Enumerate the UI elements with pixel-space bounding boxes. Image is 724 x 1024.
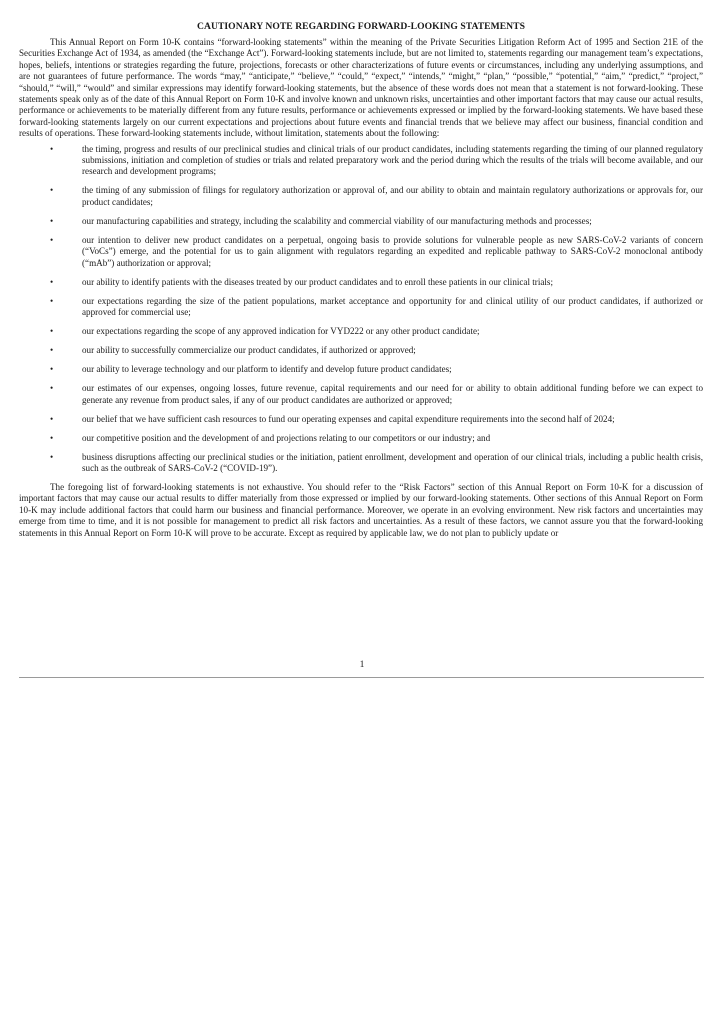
- bullet-icon: •: [50, 345, 54, 356]
- list-item-text: our manufacturing capabilities and strategy, including the scalability and commercial viability of our manufacturing methods and processes;: [82, 215, 592, 226]
- bullet-icon: •: [50, 185, 54, 196]
- list-item: [19, 326, 703, 337]
- bullet-icon: •: [50, 234, 54, 245]
- page-divider: [19, 677, 704, 678]
- bullet-icon: •: [50, 364, 54, 375]
- closing-paragraph: The foregoing list of forward-looking statements is not exhaustive. You should refer to the “Risk Factors” section of this Annual Report on Form 10-K for a discussion of important factors that may cause our actual results to differ materially from those expressed or implied by our forward-looking statements. Other sections of this Annual Report on Form 10-K may include additional factors that could harm our business and financial performance. Moreover, we operate in an evolving environment. New risk factors and uncertainties may emerge from time to time, and it is not possible for management to predict all risk factors and uncertainties. As a result of these factors, we cannot assure you that the forward-looking statements in this Annual Report on Form 10-K will prove to be accurate. Except as required by applicable law, we do not plan to publicly update or: [19, 481, 703, 538]
- page-number: 1: [359, 659, 365, 670]
- bullet-icon: •: [50, 413, 54, 424]
- list-item-text: the timing, progress and results of our preclinical studies and clinical trials of our product candidates, including statements regarding the timing of our planned regulatory submissions, initiation and completion of studies or trials and related preparatory work and the period during which the results of the trials will become available, and our research and development programs;: [82, 143, 703, 177]
- list-item: [19, 414, 703, 425]
- list-item-text: our expectations regarding the scope of any approved indication for VYD222 or any other product candidate;: [82, 326, 480, 337]
- list-item: [19, 216, 703, 227]
- intro-paragraph: This Annual Report on Form 10-K contains “forward-looking statements” within the meaning of the Private Securities Litigation Reform Act of 1995 and Section 21E of the Securities Exchange Act of 1934, as amended (the “Exchange Act”). Forward-looking statements include, but are not limited to, statements regarding our management team’s expectations, hopes, beliefs, intentions or strategies regarding the future, projections, forecasts or other characterizations of future events or circumstances, including any underlying assumptions, and are not guarantees of future performance. The words “may,” “anticipate,” “believe,” “could,” “expect,” “intends,” “might,” “plan,” “possible,” “potential,” “aim,” “predict,” “project,” “should,” “will,” “would” and similar expressions may identify forward-looking statements, but the absence of these words does not mean that a statement is not forward-looking. These statements speak only as of the date of this Annual Report on Form 10-K and involve known and unknown risks, uncertainties and other important factors that may cause our actual results, performance or achievements to be materially different from any future results, performance or achievements expressed or implied by the forward-looking statements. We have based these forward-looking statements largely on our current expectations and projections about future events and financial trends that we believe may affect our business, financial condition and results of operations. These forward-looking statements include, without limitation, statements about the following:: [19, 37, 703, 139]
- bullet-icon: •: [50, 451, 54, 462]
- list-item-text: our ability to identify patients with the diseases treated by our product candidates and to enroll these patients in our clinical trials;: [82, 276, 553, 287]
- list-item: [19, 277, 703, 288]
- list-item: [19, 144, 703, 178]
- bullet-list: [19, 144, 703, 475]
- document-body: [19, 21, 703, 539]
- list-item-text: business disruptions affecting our preclinical studies or the initiation, patient enrollment, development and operation of our clinical trials, including a public health crisis, such as the outbreak of SARS-CoV-2 (“COVID-19”).: [82, 451, 703, 473]
- list-item-text: our ability to successfully commercialize our product candidates, if authorized or approved;: [82, 345, 416, 356]
- list-item-text: the timing of any submission of filings for regulatory authorization or approval of, and our ability to obtain and maintain regulatory authorizations or approvals for, our product candidates;: [82, 185, 703, 207]
- list-item: [19, 185, 703, 208]
- list-item: [19, 345, 703, 356]
- bullet-icon: •: [50, 215, 54, 226]
- list-item-text: our belief that we have sufficient cash resources to fund our operating expenses and capital expenditure requirements into the second half of 2024;: [82, 413, 615, 424]
- bullet-icon: •: [50, 143, 54, 154]
- bullet-icon: •: [50, 326, 54, 337]
- list-item-text: our expectations regarding the size of the patient populations, market acceptance and opportunity for and clinical utility of our product candidates, if authorized or approved for commercial use;: [82, 295, 703, 318]
- list-item-text: our ability to leverage technology and our platform to identify and develop future product candidates;: [82, 364, 452, 375]
- list-item: [19, 433, 703, 444]
- bullet-icon: •: [50, 383, 54, 394]
- list-item: [19, 364, 703, 375]
- bullet-icon: •: [50, 432, 54, 443]
- list-item-text: our intention to deliver new product candidates on a perpetual, ongoing basis to provide solutions for vulnerable people as new SARS-CoV-2 variants of concern (“VoCs”) emerge, and the potential for us to gain alignment with regulators regarding an expedited and replicable pathway to SARS-CoV-2 monoclonal antibody (“mAb”) authorization or approval;: [82, 234, 703, 268]
- section-heading: CAUTIONARY NOTE REGARDING FORWARD-LOOKING STATEMENTS: [197, 21, 525, 32]
- bullet-icon: •: [50, 295, 54, 306]
- list-item-text: our estimates of our expenses, ongoing losses, future revenue, capital requirements and our need for or ability to obtain additional funding before we can expect to generate any revenue from product sales, if any of our product candidates are authorized or approved;: [82, 383, 703, 405]
- list-item: [19, 296, 703, 319]
- list-item: [19, 383, 703, 406]
- bullet-icon: •: [50, 276, 54, 287]
- list-item: [19, 235, 703, 269]
- list-item-text: our competitive position and the development of and projections relating to our competitors or our industry; and: [82, 432, 491, 443]
- list-item: [19, 452, 703, 475]
